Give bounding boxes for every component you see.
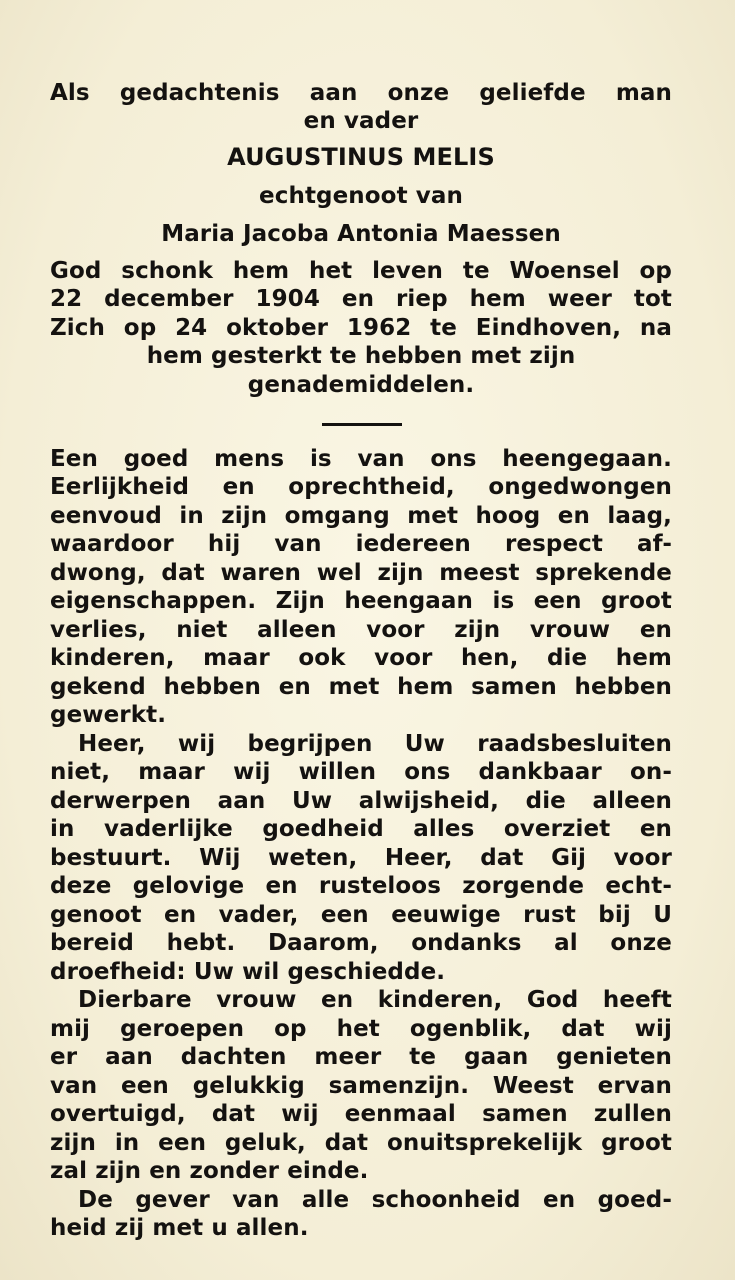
bio-line: Zich op 24 oktober 1962 te Eindhoven, na <box>50 315 672 341</box>
body-line: gekend hebben en met hem samen hebben <box>50 674 672 700</box>
body-line: kinderen, maar ook voor hen, die hem <box>50 645 672 671</box>
bio-line: hem gesterkt te hebben met zijn <box>146 343 576 369</box>
body-line: overtuigd, dat wij eenmaal samen zullen <box>50 1101 672 1127</box>
body-line: Heer, wij begrijpen Uw raadsbesluiten <box>78 731 672 757</box>
deceased-name: AUGUSTINUS MELIS <box>227 143 495 171</box>
body-line: De gever van alle schoonheid en goed- <box>78 1187 672 1213</box>
body-line: zal zijn en zonder einde. <box>50 1158 369 1184</box>
body-line: er aan dachten meer te gaan genieten <box>50 1044 672 1070</box>
body-line: verlies, niet alleen voor zijn vrouw en <box>50 617 672 643</box>
body-line: dwong, dat waren wel zijn meest sprekende <box>50 560 672 586</box>
body-line: waardoor hij van iedereen respect af- <box>50 531 672 557</box>
body-line: deze gelovige en rusteloos zorgende echt- <box>50 873 672 899</box>
body-line: bereid hebt. Daarom, ondanks al onze <box>50 930 672 956</box>
body-line: van een gelukkig samenzijn. Weest ervan <box>50 1073 672 1099</box>
body-line: gewerkt. <box>50 702 167 728</box>
heading-line: Als gedachtenis aan onze geliefde man <box>50 80 672 106</box>
body-line: in vaderlijke goedheid alles overziet en <box>50 816 672 842</box>
body-line: Een goed mens is van ons heengegaan. <box>50 446 672 472</box>
body-line: Eerlijkheid en oprechtheid, ongedwongen <box>50 474 672 500</box>
spouse-name: Maria Jacoba Antonia Maessen <box>161 221 561 247</box>
body-line: niet, maar wij willen ons dankbaar on- <box>50 759 672 785</box>
body-line: genoot en vader, een eeuwige rust bij U <box>50 902 672 928</box>
body-line: zijn in een geluk, dat onuitsprekelijk groot <box>50 1130 672 1156</box>
body-line: bestuurt. Wij weten, Heer, dat Gij voor <box>50 845 672 871</box>
body-line: eenvoud in zijn omgang met hoog en laag, <box>50 503 672 529</box>
heading-line: en vader <box>303 108 419 134</box>
body-line: mij geroepen op het ogenblik, dat wij <box>50 1016 672 1042</box>
body-line: droefheid: Uw wil geschiedde. <box>50 959 446 985</box>
body-line: heid zij met u allen. <box>50 1215 309 1241</box>
divider-rule <box>322 423 402 426</box>
body-line: eigenschappen. Zijn heengaan is een groot <box>50 588 672 614</box>
bio-line: genademiddelen. <box>247 372 475 398</box>
bio-line: 22 december 1904 en riep hem weer tot <box>50 286 672 312</box>
bio-line: God schonk hem het leven te Woensel op <box>50 258 672 284</box>
relation-label: echtgenoot van <box>259 183 463 209</box>
body-line: Dierbare vrouw en kinderen, God heeft <box>78 987 672 1013</box>
body-line: derwerpen aan Uw alwijsheid, die alleen <box>50 788 672 814</box>
